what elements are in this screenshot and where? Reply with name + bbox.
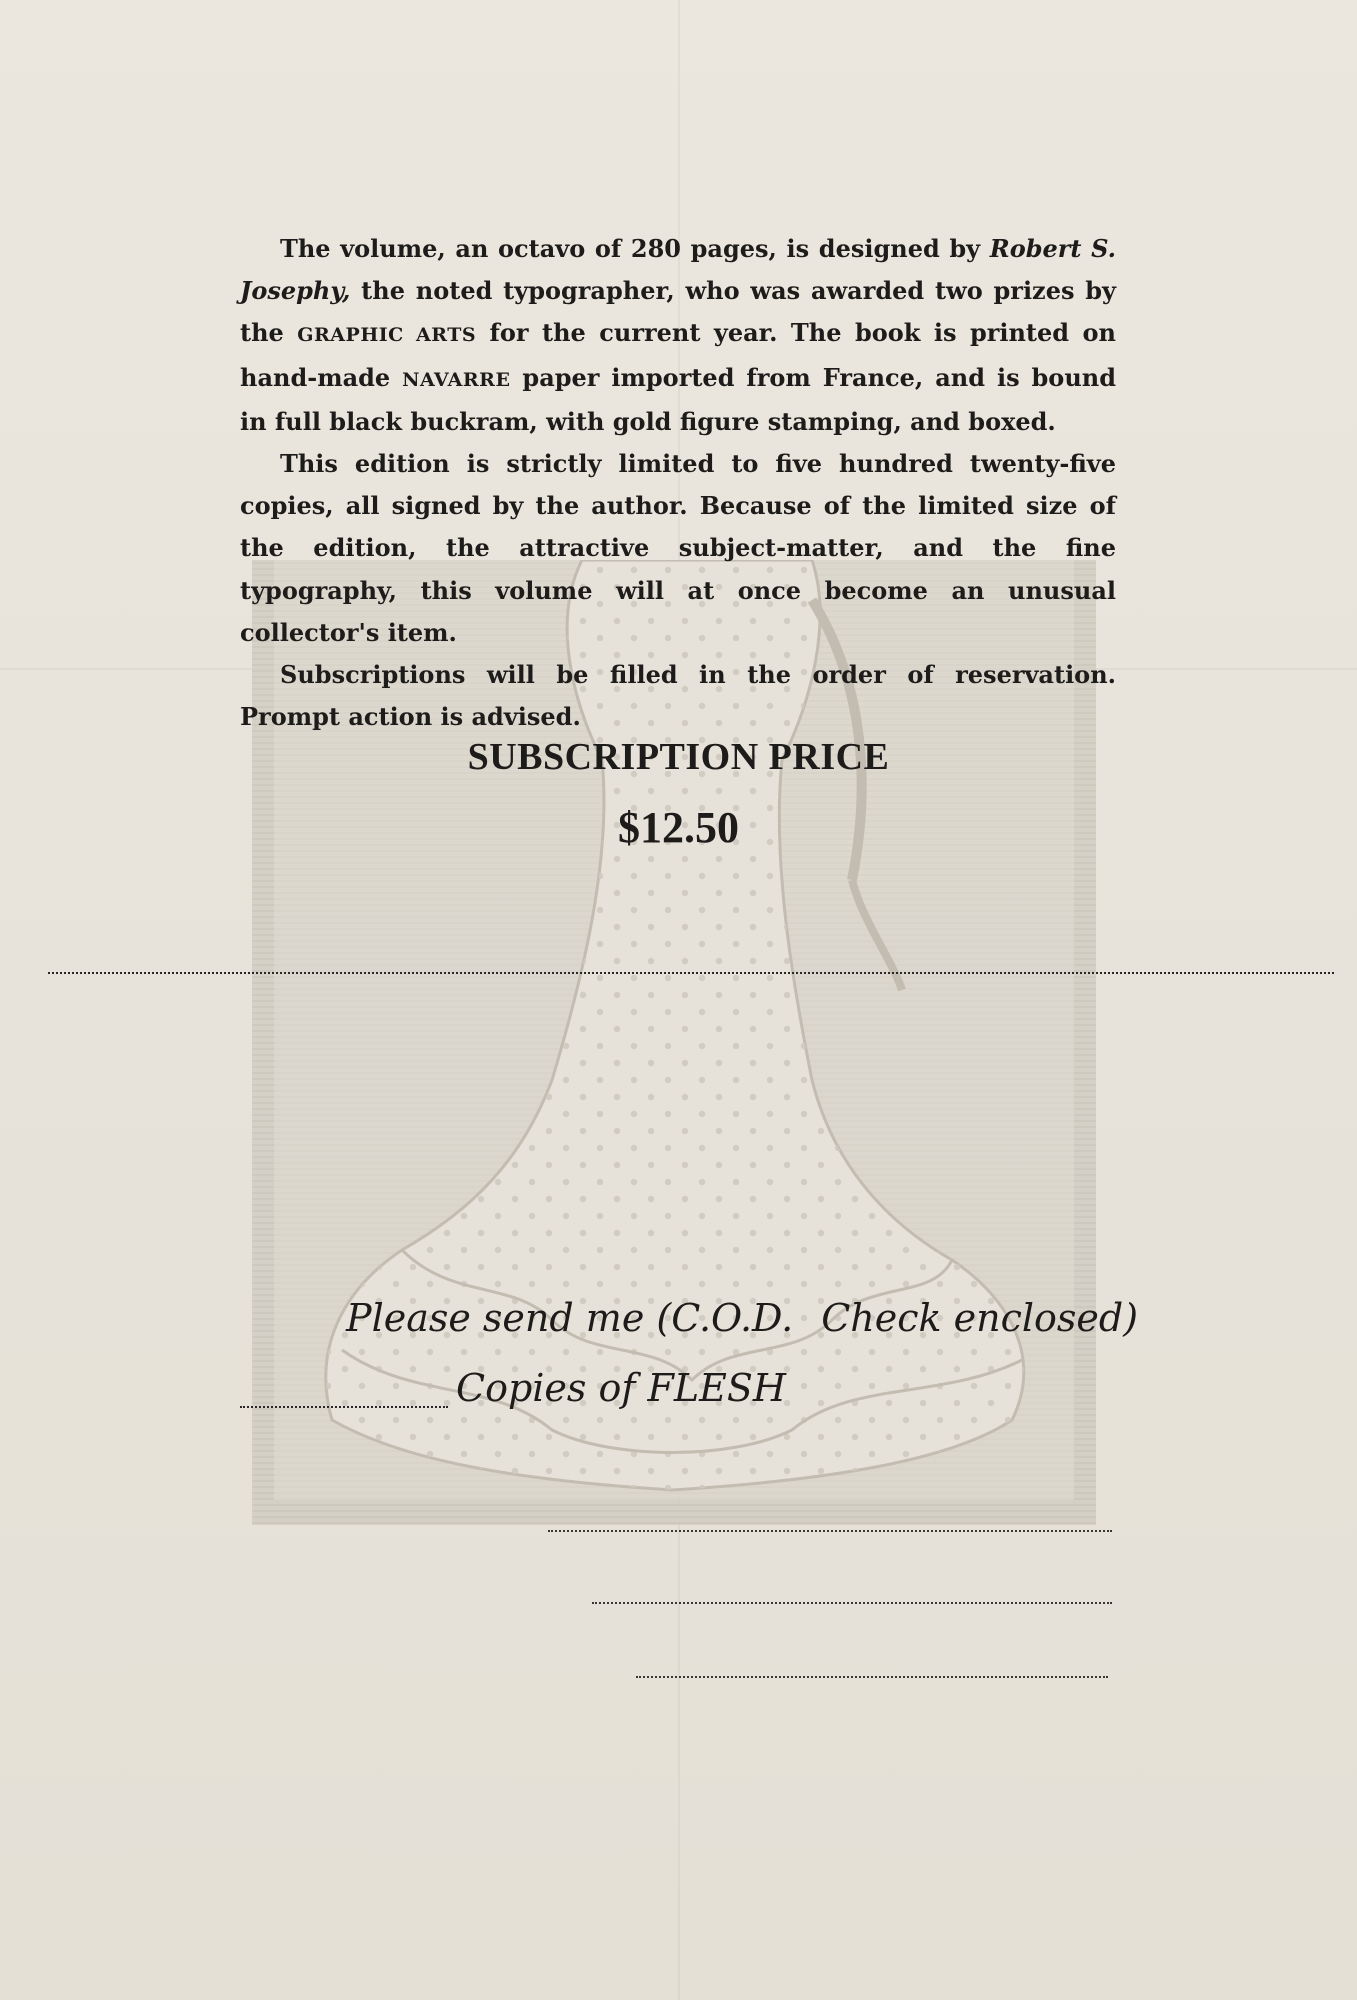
subscription-price-amount: $12.50 <box>618 803 739 852</box>
p1-text-c: for the current year. The book is printed on hand-made <box>240 318 1116 392</box>
order-option-check: Check enclosed) <box>821 1296 1139 1340</box>
name-blank-line[interactable] <box>548 1530 1112 1532</box>
paragraph-design <box>240 228 1116 443</box>
designer-name: Robert S. Josephy, <box>240 234 1116 306</box>
graphic-arts-label: GRAPHIC ARTS <box>297 324 477 347</box>
tear-off-line <box>48 972 1334 974</box>
address-blank-line[interactable] <box>592 1602 1112 1604</box>
city-blank-line[interactable] <box>636 1676 1108 1678</box>
paragraph-edition: This edition is strictly limited to five hundred twenty-five copies, all signed by the author. Because of the limited size of the edition, the attractive subject-matter, and the fine typography, this volume will at once become an unusual collector's item. <box>240 449 1116 647</box>
copies-label: Copies of FLESH <box>456 1366 787 1410</box>
paragraph-subscriptions: Subscriptions will be filled in the order of reservation. Prompt action is advised. <box>240 660 1116 732</box>
quantity-blank-line[interactable] <box>240 1406 448 1408</box>
subscription-price-heading: SUBSCRIPTION PRICE <box>467 736 890 778</box>
p1-text-d: paper imported from France, and is bound in full black buckram, with gold figure stamping, and boxed. <box>240 362 1116 436</box>
p1-text-b: the noted typographer, who was awarded two prizes by the <box>240 276 1116 348</box>
p1-text-a: The volume, an octavo of 280 pages, is designed by <box>280 234 990 263</box>
description-text <box>240 228 1116 738</box>
order-instruction <box>346 1296 1138 1340</box>
order-option-cod: Please send me (C.O.D. <box>346 1296 794 1340</box>
paper-name: NAVARRE <box>402 368 511 391</box>
